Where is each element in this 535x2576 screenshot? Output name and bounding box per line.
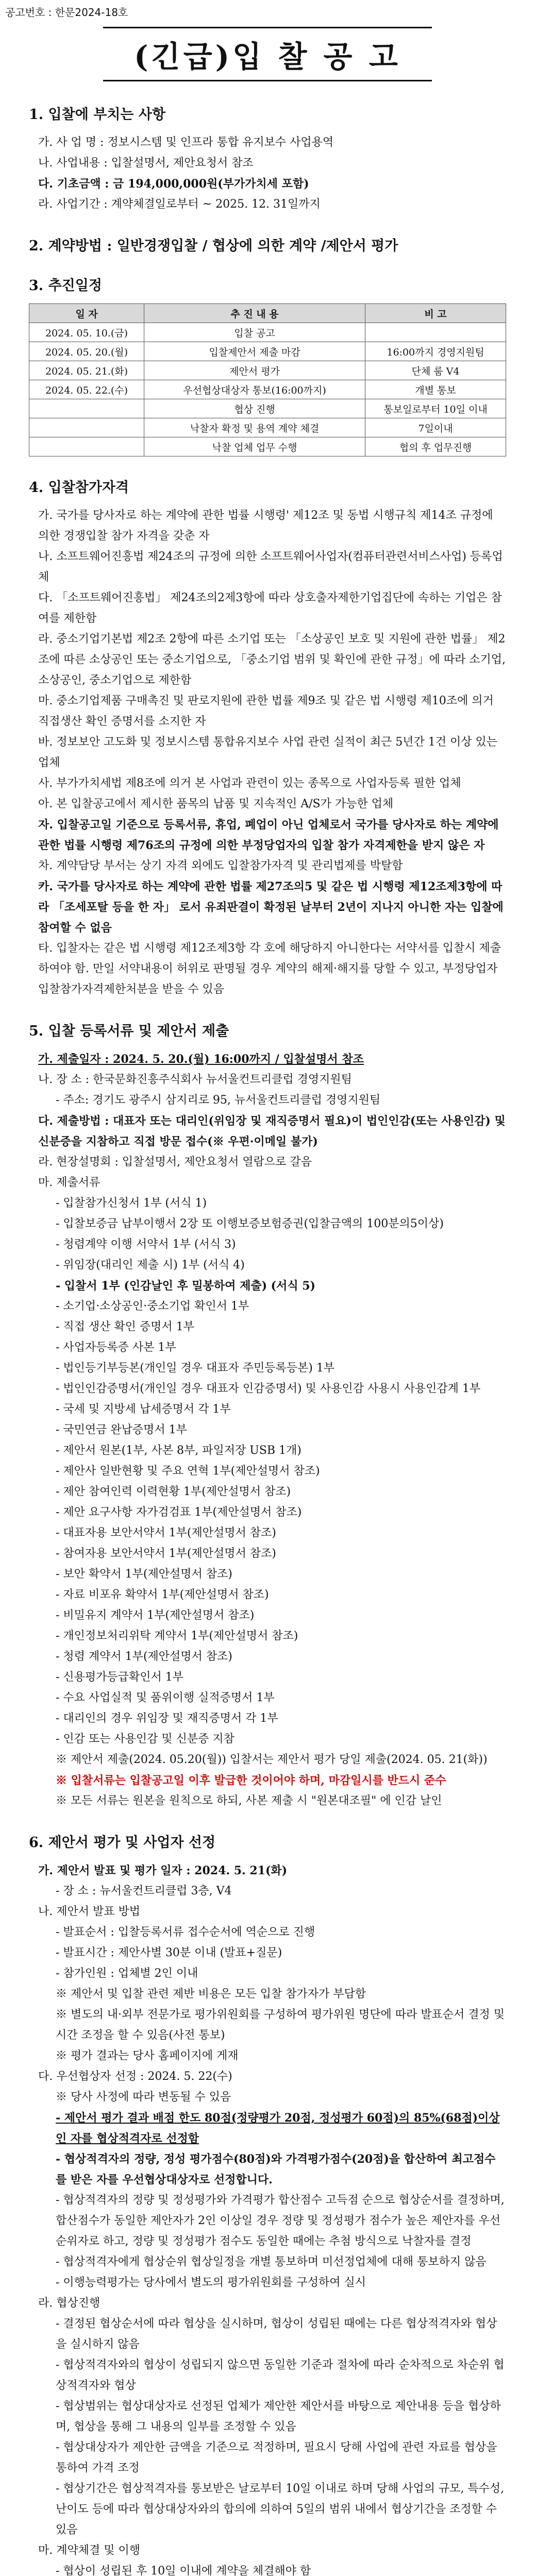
table-cell: 낙찰 업체 업무 수행 xyxy=(144,437,365,456)
table-cell: 16:00까지 경영지원팀 xyxy=(365,342,506,361)
item-line: 라. 현장설명회 : 입찰설명서, 제안요청서 열람으로 갈음 xyxy=(38,1156,312,1168)
table-cell: 협상 진행 xyxy=(144,399,365,418)
item-line: - 협상이 성립된 후 10일 이내에 계약을 체결해야 함 xyxy=(56,2565,311,2576)
table-row xyxy=(29,342,506,361)
item-line: 나. 제안서 발표 방법 xyxy=(38,1905,140,1918)
item-line: - 발표순서 : 입찰등록서류 접수순서에 역순으로 진행 xyxy=(56,1926,315,1939)
item-line: 라. 중소기업기본법 제2조 2항에 따른 소기업 또는 「소상공인 보호 및 지원에 관한 법률」 제2조에 따른 소상공인 또는 중소기업으로, 「중소기업 범위 및 확인에 관한 규정」에 따라 소기업, 소상공인, 중소기업으로 제한함 xyxy=(38,633,506,687)
item-line: - 제안 참여인력 이력현황 1부(제안설명서 참조) xyxy=(56,1485,291,1498)
section-heading: 1. 입찰에 부치는 사항 xyxy=(29,107,166,123)
table-cell: 낙찰자 확정 및 용역 계약 체결 xyxy=(144,418,365,437)
item-line: - 제안서 평가 결과 배점 한도 80점(정량평가 20점, 정성평가 60점)의 85%(68점)이상인 자를 협상적격자로 선정함 xyxy=(56,2111,500,2145)
item-line: ※ 모든 서류는 원본을 원칙으로 하되, 사본 제출 시 "원본대조필" 에 인감 날인 xyxy=(56,1794,442,1807)
item-line: 가. 국가를 당사자로 하는 계약에 관한 법률 시행령' 제12조 및 동법 시행규칙 제14조 규정에 의한 경쟁입찰 참가 자격을 갖춘 자 xyxy=(38,509,493,543)
item-line: - 수요 사업실적 및 품위이행 실적증명서 1부 xyxy=(56,1691,275,1704)
item-line: 자. 입찰공고일 기준으로 등록서류, 휴업, 폐업이 아닌 업체로서 국가를 당사자로 하는 계약에 관한 법률 시행령 제76조의 규정에 의한 부정당업자의 입찰 참가 자격제한을 받지 않은 자 xyxy=(38,818,499,852)
item-line: - 제안서 원본(1부, 사본 8부, 파일저장 USB 1개) xyxy=(56,1444,302,1457)
item-line: - 개인정보처리위탁 계약서 1부(제안설명서 참조) xyxy=(56,1630,298,1642)
item-line: - 협상적격자와의 협상이 성립되지 않으면 동일한 기준과 절차에 따라 순차적으로 차순위 협상적격자와 협상 xyxy=(56,2359,505,2392)
item-line: - 입찰서 1부 (인감날인 후 밀봉하여 제출) (서식 5) xyxy=(56,1279,315,1293)
item-line: - 협상기간은 협상적격자를 통보받은 날로부터 10일 이내로 하며 당해 사업의 규모, 특수성, 난이도 등에 따라 협상대상자와의 합의에 의하여 5일의 범위 내에서 협상기간을 조정할 수 있음 xyxy=(56,2482,505,2536)
item-line: 다. 제출방법 : 대표자 또는 대리인(위임장 및 재직증명서 필요)이 법인인감(또는 사용인감) 및 신분증을 지참하고 직접 방문 접수(※ 우편·이메일 불가) xyxy=(38,1114,506,1148)
table-row xyxy=(29,418,506,437)
item-line: ※ 제안서 제출(2024. 05.20(월)) 입찰서는 제안서 평가 당일 제출(2024. 05. 21(화)) xyxy=(56,1753,488,1766)
item-line: - 협상적격자의 정량, 정성 평가점수(80점)와 가격평가점수(20점)을 합산하여 최고점수를 받은 자를 우선협상대상자로 선정합니다. xyxy=(56,2153,496,2187)
table-cell xyxy=(29,437,144,456)
item-line: 아. 본 입찰공고에서 제시한 품목의 납품 및 지속적인 A/S가 가능한 업체 xyxy=(38,798,394,810)
item-line: - 제안 요구사항 자가검검표 1부(제안설명서 참조) xyxy=(56,1506,302,1519)
table-cell: 7일이내 xyxy=(365,418,506,437)
schedule-body xyxy=(29,323,506,456)
table-row xyxy=(29,399,506,418)
table-cell xyxy=(29,418,144,437)
section-heading: 5. 입찰 등록서류 및 제안서 제출 xyxy=(29,1023,229,1039)
item-line: 나. 소프트웨어진흥법 제24조의 규정에 의한 소프트웨어사업자(컴퓨터관련서비스사업) 등록업체 xyxy=(38,550,503,584)
table-row xyxy=(29,380,506,399)
item-line: - 협상적격자에게 협상순위 협상일정을 개별 통보하며 미선정업체에 대해 통보하지 않음 xyxy=(56,2256,487,2268)
item-line: - 청렴계약 이행 서약서 1부 (서식 3) xyxy=(56,1238,236,1251)
table-row xyxy=(29,323,506,342)
table-cell: 2024. 05. 22.(수) xyxy=(29,380,144,399)
item-line: - 소기업·소상공인·중소기업 확인서 1부 xyxy=(56,1300,249,1313)
item-line: 다. 우선협상자 선정 : 2024. 5. 22(수) xyxy=(38,2070,232,2083)
item-line: ※ 제안서 및 입찰 관련 제반 비용은 모든 입찰 참가자가 부담함 xyxy=(56,1988,366,2001)
item-line: 차. 계약담당 부서는 상기 자격 외에도 입찰참가자격 및 관리법제를 박탈함 xyxy=(38,859,403,872)
notice-number: 공고번호 : 한문2024-18호 xyxy=(5,6,128,19)
item-line: - 입찰참가신청서 1부 (서식 1) xyxy=(56,1197,207,1210)
column-header: 추 진 내 용 xyxy=(144,304,365,323)
table-cell: 2024. 05. 21.(화) xyxy=(29,361,144,380)
item-line: - 보안 확약서 1부(제안설명서 참조) xyxy=(56,1568,232,1581)
table-cell: 2024. 05. 10.(금) xyxy=(29,323,144,342)
table-cell: 제안서 평가 xyxy=(144,361,365,380)
item-line: 라. 사업기간 : 계약체결일로부터 ~ 2025. 12. 31일까지 xyxy=(38,198,321,211)
table-cell: 통보일로부터 10일 이내 xyxy=(365,399,506,418)
item-line: 나. 사업내용 : 입찰설명서, 제안요청서 참조 xyxy=(38,157,254,170)
item-line: 가. 제출일자 : 2024. 5. 20.(월) 16:00까지 / 입찰설명서 참조 xyxy=(38,1053,364,1066)
item-line: 마. 계약체결 및 이행 xyxy=(38,2544,140,2557)
item-line: 나. 장 소 : 한국문화진흥주식회사 뉴서울컨트리클럽 경영지원팀 xyxy=(38,1073,352,1086)
section-heading: 6. 제안서 평가 및 사업자 선정 xyxy=(29,1835,216,1851)
item-line: - 주소: 경기도 광주시 삼지리로 95, 뉴서울컨트리클럽 경영지원팀 xyxy=(56,1094,381,1107)
item-line: - 참가인원 : 업체별 2인 이내 xyxy=(56,1967,198,1980)
item-line: - 비밀유지 계약서 1부(제안설명서 참조) xyxy=(56,1609,255,1622)
item-line: - 직접 생산 확인 증명서 1부 xyxy=(56,1320,194,1333)
section-5 xyxy=(29,1020,506,1811)
table-cell: 입찰제안서 제출 마감 xyxy=(144,342,365,361)
item-line: - 장 소 : 뉴서울컨트리클럽 3층, V4 xyxy=(56,1885,232,1897)
table-cell xyxy=(29,399,144,418)
item-line: - 청렴 계약서 1부(제안설명서 참조) xyxy=(56,1650,232,1663)
section-6 xyxy=(29,1831,506,2576)
table-cell: 개별 통보 xyxy=(365,380,506,399)
item-line: ※ 평가 결과는 당사 홈페이지에 게재 xyxy=(56,2049,239,2062)
item-line: - 대리인의 경우 위임장 및 재직증명서 각 1부 xyxy=(56,1712,278,1725)
section-3 xyxy=(29,274,506,456)
item-line: - 국세 및 지방세 납세증명서 각 1부 xyxy=(56,1403,231,1416)
item-line: - 결정된 협상순서에 따라 협상을 실시하며, 협상이 성립된 때에는 다른 협상적격자와 협상을 실시하지 않음 xyxy=(56,2317,497,2351)
column-header: 일 자 xyxy=(29,304,144,323)
item-line: - 법인등기부등본(개인일 경우 대표자 주민등록등본) 1부 xyxy=(56,1362,335,1375)
notice-content xyxy=(29,103,506,2576)
table-cell xyxy=(365,323,506,342)
item-line: - 협상대상자가 제안한 금액을 기준으로 적정하며, 필요시 당해 사업에 관련 자료를 협상을 통하여 가격 조정 xyxy=(56,2441,497,2475)
item-line: 라. 협상진행 xyxy=(38,2297,101,2310)
item-line: - 사업자등록증 사본 1부 xyxy=(56,1341,176,1354)
section-2 xyxy=(29,234,506,255)
item-line: - 협상적격자의 정량 및 정성평가와 가격평가 합산점수 고득점 순으로 협상순서를 결정하며, 합산점수가 동일한 제안자가 2인 이상일 경우 정량 및 정성평가 점수가 높은 제안자를 우선순위자로 하고, 정량 및 정성평가 점수도 동일한 때에는 추첨 방식으로 낙찰자를 결정 xyxy=(56,2194,505,2248)
item-line: - 제안사 일반현황 및 주요 연혁 1부(제안설명서 참조) xyxy=(56,1465,320,1478)
item-line: ※ 입찰서류는 입찰공고일 이후 발급한 것이어야 하며, 마감일시를 반드시 준수 xyxy=(56,1774,446,1787)
section-lines xyxy=(29,1049,506,1811)
item-line: ※ 당사 사정에 따라 변동될 수 있음 xyxy=(56,2091,231,2104)
item-line: - 참여자용 보안서약서 1부(제안설명서 참조) xyxy=(56,1547,276,1560)
item-line: - 발표시간 : 제안사별 30분 이내 (발표+질문) xyxy=(56,1946,282,1959)
table-row xyxy=(29,437,506,456)
table-header-row xyxy=(29,304,506,323)
item-line: - 신용평가등급확인서 1부 xyxy=(56,1671,183,1684)
item-line: - 입찰보증금 납부이행서 2장 또 이행보증보험증권(입찰금액의 100분의5이상) xyxy=(56,1217,444,1230)
item-line: - 자료 비포유 확약서 1부(제안설명서 참조) xyxy=(56,1588,269,1601)
table-cell: 협의 후 업무진행 xyxy=(365,437,506,456)
item-line: 마. 중소기업제품 구매촉진 및 판로지원에 관한 법률 제9조 및 같은 법 시행령 제10조에 의거 직접생산 확인 증명서를 소지한 자 xyxy=(38,694,494,728)
schedule-table xyxy=(29,303,506,456)
item-line: 사. 부가가치세법 제8조에 의거 본 사업과 관련이 있는 종목으로 사업자등록 필한 업체 xyxy=(38,777,461,790)
table-cell: 입찰 공고 xyxy=(144,323,365,342)
item-line: - 대표자용 보안서약서 1부(제안설명서 참조) xyxy=(56,1527,276,1539)
item-line: - 법인인감증명서(개인일 경우 대표자 인감증명서) 및 사용인감 사용시 사용인감계 1부 xyxy=(56,1382,481,1395)
table-cell: 단체 룸 V4 xyxy=(365,361,506,380)
item-line: 가. 제안서 발표 및 평가 일자 : 2024. 5. 21(화) xyxy=(38,1864,288,1877)
item-line: 마. 제출서류 xyxy=(38,1176,101,1189)
title-block xyxy=(0,27,535,81)
item-line: 타. 입찰자는 같은 법 시행령 제12조제3항 각 호에 해당하지 아니한다는 서약서를 입찰시 제출하여야 함. 만일 서약내용이 허위로 판명될 경우 계약의 해제·해지를 당할 수 있고, 부정당업자 입찰참가자격제한처분을 받을 수 있음 xyxy=(38,942,501,996)
table-cell: 2024. 05. 20.(월) xyxy=(29,342,144,361)
item-line: - 위임장(대리인 제출 시) 1부 (서식 4) xyxy=(56,1259,245,1272)
item-line: - 국민연금 완납증명서 1부 xyxy=(56,1423,187,1436)
table-row xyxy=(29,361,506,380)
item-line: - 인감 또는 사용인감 및 신분증 지참 xyxy=(56,1733,235,1745)
item-line: 다. 「소프트웨어진흥법」 제24조의2제3항에 따라 상호출자제한기업집단에 속하는 기업은 참여를 제한함 xyxy=(38,591,502,625)
page-title: (긴급)입 찰 공 고 xyxy=(103,27,432,81)
section-heading: 2. 계약방법 : 일반경쟁입찰 / 협상에 의한 계약 /제안서 평가 xyxy=(29,238,398,254)
section-lines xyxy=(29,505,506,1000)
section-lines xyxy=(29,1860,506,2576)
column-header: 비 고 xyxy=(365,304,506,323)
table-cell: 우선협상대상자 통보(16:00까지) xyxy=(144,380,365,399)
section-1 xyxy=(29,103,506,215)
item-line: ※ 별도의 내·외부 전문가로 평가위원회를 구성하여 평가위원 명단에 따라 발표순서 결정 및 시간 조정을 할 수 있음(사전 통보) xyxy=(56,2008,505,2042)
section-4 xyxy=(29,476,506,1000)
item-line: - 이행능력평가는 당사에서 별도의 평가위원회를 구성하여 실시 xyxy=(56,2276,366,2289)
item-line: 다. 기초금액 : 금 194,000,000원(부가가치세 포함) xyxy=(38,177,309,191)
section-heading: 3. 추진일정 xyxy=(29,278,102,294)
section-heading: 4. 입찰참가자격 xyxy=(29,480,129,496)
item-line: 바. 정보보안 고도화 및 정보시스템 통합유지보수 사업 관련 실적이 최근 5년간 1건 이상 있는 업체 xyxy=(38,736,497,769)
item-line: - 협상범위는 협상대상자로 선정된 업체가 제안한 제안서를 바탕으로 제안내용 등을 협상하며, 협상을 통해 그 내용의 일부를 조정할 수 있음 xyxy=(56,2400,501,2433)
item-line: 카. 국가를 당사자로 하는 계약에 관한 법률 제27조의5 및 같은 법 시행령 제12조제3항에 따라 「조세포탈 등을 한 자」 로서 유죄판결이 확정된 날부터 2년이 지나지 아니한 자는 입찰에 참여할 수 없음 xyxy=(38,880,504,935)
item-line: 가. 사 업 명 : 정보시스템 및 인프라 통합 유지보수 사업용역 xyxy=(38,136,334,149)
